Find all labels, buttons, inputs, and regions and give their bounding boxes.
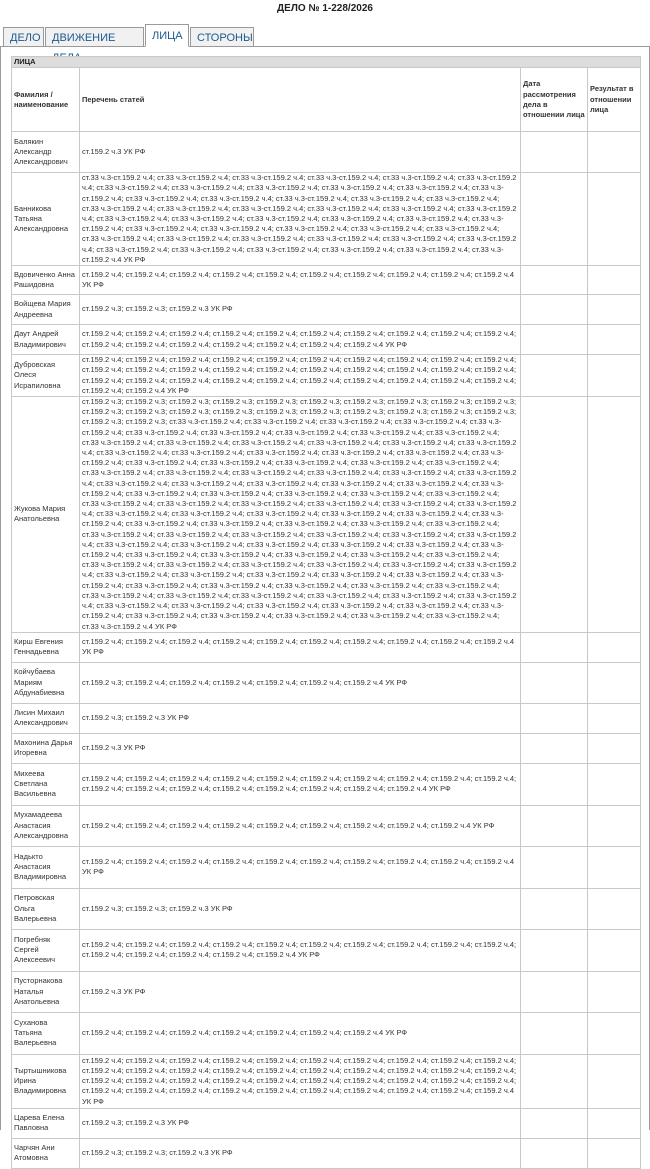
person-name: Банникова Татьяна Александровна: [12, 173, 80, 266]
person-articles: ст.159.2 ч.4; ст.159.2 ч.4; ст.159.2 ч.4; ст.159.2 ч.4; ст.159.2 ч.4; ст.159.2 ч.4; ст.159.2 ч.4; ст.159.2 ч.4; ст.159.2 ч.4; ст.159.2 ч.4; ст.159.2 ч.4; ст.159.2 ч.4; ст.159.2 ч.4; ст.159.2 ч.4; ст.159.2 ч.4 УК РФ: [80, 929, 521, 971]
person-articles: ст.159.2 ч.4; ст.159.2 ч.4; ст.159.2 ч.4; ст.159.2 ч.4; ст.159.2 ч.4; ст.159.2 ч.4; ст.159.2 ч.4; ст.159.2 ч.4; ст.159.2 ч.4; ст.159.2 ч.4 УК РФ: [80, 846, 521, 888]
person-result: [588, 397, 641, 633]
person-row: [12, 1054, 641, 1108]
person-name: Балякин Александр Александрович: [12, 132, 80, 173]
person-name: Лисин Михаил Александрович: [12, 703, 80, 733]
column-header-name: Фамилия / наименование: [12, 68, 80, 132]
person-result: [588, 1054, 641, 1108]
person-name: Махонина Дарья Игоревна: [12, 733, 80, 763]
person-name: Чарчян Ани Атомовна: [12, 1138, 80, 1168]
case-title: ДЕЛО № 1-228/2026: [277, 3, 373, 14]
person-row: [12, 173, 641, 266]
person-name: Пусторнакова Наталья Анатольевна: [12, 971, 80, 1012]
person-result: [588, 733, 641, 763]
person-row: [12, 846, 641, 888]
person-articles: ст.159.2 ч.3 УК РФ: [80, 132, 521, 173]
person-name: Суханова Татьяна Валерьевна: [12, 1012, 80, 1054]
person-result: [588, 846, 641, 888]
person-review-date: [521, 1054, 588, 1108]
person-row: [12, 763, 641, 805]
person-review-date: [521, 295, 588, 325]
person-row: [12, 397, 641, 633]
person-row: [12, 325, 641, 355]
person-review-date: [521, 929, 588, 971]
person-row: [12, 355, 641, 397]
person-articles: ст.159.2 ч.4; ст.159.2 ч.4; ст.159.2 ч.4; ст.159.2 ч.4; ст.159.2 ч.4; ст.159.2 ч.4; ст.159.2 ч.4; ст.159.2 ч.4; ст.159.2 ч.4; ст.159.2 ч.4; ст.159.2 ч.4; ст.159.2 ч.4; ст.159.2 ч.4; ст.159.2 ч.4; ст.159.2 ч.4; ст.159.2 ч.4; ст.159.2 ч.4; ст.159.2 ч.4 УК РФ: [80, 763, 521, 805]
person-review-date: [521, 1108, 588, 1138]
person-articles: ст.159.2 ч.3 УК РФ: [80, 971, 521, 1012]
person-review-date: [521, 632, 588, 662]
person-result: [588, 763, 641, 805]
persons-panel: [0, 47, 650, 1163]
person-review-date: [521, 805, 588, 846]
person-articles: ст.159.2 ч.4; ст.159.2 ч.4; ст.159.2 ч.4; ст.159.2 ч.4; ст.159.2 ч.4; ст.159.2 ч.4; ст.159.2 ч.4; ст.159.2 ч.4; ст.159.2 ч.4; ст.159.2 ч.4 УК РФ: [80, 632, 521, 662]
tab-persons[interactable]: ЛИЦА: [145, 24, 189, 47]
person-articles: ст.33 ч.3-ст.159.2 ч.4; ст.33 ч.3-ст.159.2 ч.4; ст.33 ч.3-ст.159.2 ч.4; ст.33 ч.3-ст.159.2 ч.4; ст.33 ч.3-ст.159.2 ч.4; ст.33 ч.3-ст.159.2 ч.4; ст.33 ч.3-ст.159.2 ч.4; ст.33 ч.3-ст.159.2 ч.4; ст.33 ч.3-ст.159.2 ч.4; ст.33 ч.3-ст.159.2 ч.4; ст.33 ч.3-ст.159.2 ч.4; ст.33 ч.3-ст.159.2 ч.4; ст.33 ч.3-ст.159.2 ч.4; ст.33 ч.3-ст.159.2 ч.4; ст.33 ч.3-ст.159.2 ч.4; ст.33 ч.3-ст.159.2 ч.4; ст.33 ч.3-ст.159.2 ч.4; ст.33 ч.3-ст.159.2 ч.4; ст.33 ч.3-ст.159.2 ч.4; ст.33 ч.3-ст.159.2 ч.4; ст.33 ч.3-ст.159.2 ч.4; ст.33 ч.3-ст.159.2 ч.4; ст.33 ч.3-ст.159.2 ч.4; ст.33 ч.3-ст.159.2 ч.4; ст.33 ч.3-ст.159.2 ч.4; ст.33 ч.3-ст.159.2 ч.4; ст.33 ч.3-ст.159.2 ч.4; ст.33 ч.3-ст.159.2 ч.4; ст.33 ч.3-ст.159.2 ч.4; ст.33 ч.3-ст.159.2 ч.4; ст.33 ч.3-ст.159.2 ч.4; ст.33 ч.3-ст.159.2 ч.4; ст.33 ч.3-ст.159.2 ч.4; ст.33 ч.3-ст.159.2 ч.4; ст.33 ч.3-ст.159.2 ч.4; ст.33 ч.3-ст.159.2 ч.4; ст.33 ч.3-ст.159.2 ч.4; ст.33 ч.3-ст.159.2 ч.4; ст.33 ч.3-ст.159.2 ч.4; ст.33 ч.3-ст.159.2 ч.4; ст.33 ч.3-ст.159.2 ч.4; ст.33 ч.3-ст.159.2 ч.4; ст.33 ч.3-ст.159.2 ч.4; ст.33 ч.3-ст.159.2 ч.4; ст.33 ч.3-ст.159.2 ч.4; ст.33 ч.3-ст.159.2 ч.4 УК РФ: [80, 173, 521, 266]
person-row: [12, 266, 641, 295]
person-review-date: [521, 266, 588, 295]
person-articles: ст.159.2 ч.3; ст.159.2 ч.3 УК РФ: [80, 703, 521, 733]
person-row: [12, 632, 641, 662]
person-result: [588, 971, 641, 1012]
person-row: [12, 805, 641, 846]
person-result: [588, 132, 641, 173]
persons-table: [11, 56, 641, 1169]
person-review-date: [521, 132, 588, 173]
person-row: [12, 929, 641, 971]
person-name: Вдовиченко Анна Рашидовна: [12, 266, 80, 295]
person-result: [588, 1012, 641, 1054]
person-articles: ст.159.2 ч.3; ст.159.2 ч.4; ст.159.2 ч.4; ст.159.2 ч.4; ст.159.2 ч.4; ст.159.2 ч.4; ст.159.2 ч.4 УК РФ: [80, 662, 521, 703]
person-articles: ст.159.2 ч.3; ст.159.2 ч.3; ст.159.2 ч.3 УК РФ: [80, 1138, 521, 1168]
person-row: [12, 888, 641, 929]
person-row: [12, 295, 641, 325]
person-name: Войщева Мария Андреевна: [12, 295, 80, 325]
person-result: [588, 632, 641, 662]
person-name: Койчубаева Мариям Абдунабиевна: [12, 662, 80, 703]
person-review-date: [521, 173, 588, 266]
person-row: [12, 1108, 641, 1138]
person-articles: ст.159.2 ч.4; ст.159.2 ч.4; ст.159.2 ч.4; ст.159.2 ч.4; ст.159.2 ч.4; ст.159.2 ч.4; ст.159.2 ч.4; ст.159.2 ч.4; ст.159.2 ч.4; ст.159.2 ч.4; ст.159.2 ч.4; ст.159.2 ч.4; ст.159.2 ч.4; ст.159.2 ч.4; ст.159.2 ч.4; ст.159.2 ч.4; ст.159.2 ч.4; ст.159.2 ч.4; ст.159.2 ч.4; ст.159.2 ч.4; ст.159.2 ч.4; ст.159.2 ч.4; ст.159.2 ч.4; ст.159.2 ч.4; ст.159.2 ч.4; ст.159.2 ч.4; ст.159.2 ч.4; ст.159.2 ч.4; ст.159.2 ч.4; ст.159.2 ч.4; ст.159.2 ч.4; ст.159.2 ч.4 УК РФ: [80, 355, 521, 397]
person-review-date: [521, 1138, 588, 1168]
person-review-date: [521, 1012, 588, 1054]
person-name: Царева Елена Павловна: [12, 1108, 80, 1138]
person-name: Тыртышникова Ирина Владимировна: [12, 1054, 80, 1108]
person-result: [588, 805, 641, 846]
person-result: [588, 266, 641, 295]
person-review-date: [521, 971, 588, 1012]
person-row: [12, 1138, 641, 1168]
person-review-date: [521, 703, 588, 733]
person-articles: ст.159.2 ч.4; ст.159.2 ч.4; ст.159.2 ч.4; ст.159.2 ч.4; ст.159.2 ч.4; ст.159.2 ч.4; ст.159.2 ч.4; ст.159.2 ч.4; ст.159.2 ч.4; ст.159.2 ч.4 УК РФ: [80, 266, 521, 295]
person-row: [12, 971, 641, 1012]
person-articles: ст.159.2 ч.4; ст.159.2 ч.4; ст.159.2 ч.4; ст.159.2 ч.4; ст.159.2 ч.4; ст.159.2 ч.4; ст.159.2 ч.4; ст.159.2 ч.4; ст.159.2 ч.4; ст.159.2 ч.4; ст.159.2 ч.4; ст.159.2 ч.4; ст.159.2 ч.4; ст.159.2 ч.4; ст.159.2 ч.4; ст.159.2 ч.4; ст.159.2 ч.4; ст.159.2 ч.4; ст.159.2 ч.4; ст.159.2 ч.4; ст.159.2 ч.4; ст.159.2 ч.4; ст.159.2 ч.4; ст.159.2 ч.4; ст.159.2 ч.4; ст.159.2 ч.4; ст.159.2 ч.4; ст.159.2 ч.4; ст.159.2 ч.4; ст.159.2 ч.4; ст.159.2 ч.4; ст.159.2 ч.4; ст.159.2 ч.4; ст.159.2 ч.4; ст.159.2 ч.4; ст.159.2 ч.4; ст.159.2 ч.4; ст.159.2 ч.4; ст.159.2 ч.4; ст.159.2 ч.4 УК РФ: [80, 1054, 521, 1108]
person-result: [588, 929, 641, 971]
person-review-date: [521, 763, 588, 805]
person-articles: ст.159.2 ч.4; ст.159.2 ч.4; ст.159.2 ч.4; ст.159.2 ч.4; ст.159.2 ч.4; ст.159.2 ч.4; ст.159.2 ч.4; ст.159.2 ч.4; ст.159.2 ч.4; ст.159.2 ч.4; ст.159.2 ч.4; ст.159.2 ч.4; ст.159.2 ч.4; ст.159.2 ч.4; ст.159.2 ч.4; ст.159.2 ч.4; ст.159.2 ч.4 УК РФ: [80, 325, 521, 355]
person-name: Дубровская Олеся Исрапиловна: [12, 355, 80, 397]
person-result: [588, 662, 641, 703]
person-review-date: [521, 397, 588, 633]
person-result: [588, 888, 641, 929]
person-result: [588, 1108, 641, 1138]
person-articles: ст.159.2 ч.3; ст.159.2 ч.3 УК РФ: [80, 1108, 521, 1138]
person-name: Надькто Анастасия Владимировна: [12, 846, 80, 888]
tab-case-movement[interactable]: ДВИЖЕНИЕ: [45, 27, 144, 47]
person-articles: ст.159.2 ч.4; ст.159.2 ч.4; ст.159.2 ч.4; ст.159.2 ч.4; ст.159.2 ч.4; ст.159.2 ч.4; ст.159.2 ч.4; ст.159.2 ч.4; ст.159.2 ч.4 УК РФ: [80, 805, 521, 846]
person-articles: ст.159.2 ч.3; ст.159.2 ч.3; ст.159.2 ч.3 УК РФ: [80, 888, 521, 929]
person-result: [588, 355, 641, 397]
column-header-date: Дата рассмотрения дела в отношении лица: [521, 68, 588, 132]
column-header-result: Результат в отношении лица: [588, 68, 641, 132]
person-review-date: [521, 733, 588, 763]
person-result: [588, 1138, 641, 1168]
person-articles: ст.159.2 ч.3 УК РФ: [80, 733, 521, 763]
person-name: Даут Андрей Владимирович: [12, 325, 80, 355]
person-name: Мухамадеева Анастасия Александровна: [12, 805, 80, 846]
person-row: [12, 662, 641, 703]
person-result: [588, 173, 641, 266]
person-name: Кирш Евгения Геннадьевна: [12, 632, 80, 662]
person-name: Погребняк Сергей Алексеевич: [12, 929, 80, 971]
person-row: [12, 1012, 641, 1054]
person-row: [12, 703, 641, 733]
person-name: Жукова Мария Анатольевна: [12, 397, 80, 633]
person-articles: ст.159.2 ч.3; ст.159.2 ч.3; ст.159.2 ч.3; ст.159.2 ч.3; ст.159.2 ч.3; ст.159.2 ч.3; ст.159.2 ч.3; ст.159.2 ч.3; ст.159.2 ч.3; ст.159.2 ч.3; ст.159.2 ч.3; ст.159.2 ч.3; ст.159.2 ч.3; ст.159.2 ч.3; ст.159.2 ч.3; ст.159.2 ч.3; ст.159.2 ч.3; ст.159.2 ч.3; ст.159.2 ч.3; ст.159.2 ч.3; ст.159.2 ч.3; ст.159.2 ч.3; ст.33 ч.3-ст.159.2 ч.4; ст.33 ч.3-ст.159.2 ч.4; ст.33 ч.3-ст.159.2 ч.4; ст.33 ч.3-ст.159.2 ч.4; ст.33 ч.3-ст.159.2 ч.4; ст.33 ч.3-ст.159.2 ч.4; ст.33 ч.3-ст.159.2 ч.4; ст.33 ч.3-ст.159.2 ч.4; ст.33 ч.3-ст.159.2 ч.4; ст.33 ч.3-ст.159.2 ч.4; ст.33 ч.3-ст.159.2 ч.4; ст.33 ч.3-ст.159.2 ч.4; ст.33 ч.3-ст.159.2 ч.4; ст.33 ч.3-ст.159.2 ч.4; ст.33 ч.3-ст.159.2 ч.4; ст.33 ч.3-ст.159.2 ч.4; ст.33 ч.3-ст.159.2 ч.4; ст.33 ч.3-ст.159.2 ч.4; ст.33 ч.3-ст.159.2 ч.4; ст.33 ч.3-ст.159.2 ч.4; ст.33 ч.3-ст.159.2 ч.4; ст.33 ч.3-ст.159.2 ч.4; ст.33 ч.3-ст.159.2 ч.4; ст.33 ч.3-ст.159.2 ч.4; ст.33 ч.3-ст.159.2 ч.4; ст.33 ч.3-ст.159.2 ч.4; ст.33 ч.3-ст.159.2 ч.4; ст.33 ч.3-ст.159.2 ч.4; ст.33 ч.3-ст.159.2 ч.4; ст.33 ч.3-ст.159.2 ч.4; ст.33 ч.3-ст.159.2 ч.4; ст.33 ч.3-ст.159.2 ч.4; ст.33 ч.3-ст.159.2 ч.4; ст.33 ч.3-ст.159.2 ч.4; ст.33 ч.3-ст.159.2 ч.4; ст.33 ч.3-ст.159.2 ч.4; ст.33 ч.3-ст.159.2 ч.4; ст.33 ч.3-ст.159.2 ч.4; ст.33 ч.3-ст.159.2 ч.4; ст.33 ч.3-ст.159.2 ч.4; ст.33 ч.3-ст.159.2 ч.4; ст.33 ч.3-ст.159.2 ч.4; ст.33 ч.3-ст.159.2 ч.4; ст.33 ч.3-ст.159.2 ч.4; ст.33 ч.3-ст.159.2 ч.4; ст.33 ч.3-ст.159.2 ч.4; ст.33 ч.3-ст.159.2 ч.4; ст.33 ч.3-ст.159.2 ч.4; ст.33 ч.3-ст.159.2 ч.4; ст.33 ч.3-ст.159.2 ч.4; ст.33 ч.3-ст.159.2 ч.4; ст.33 ч.3-ст.159.2 ч.4; ст.33 ч.3-ст.159.2 ч.4; ст.33 ч.3-ст.159.2 ч.4; ст.33 ч.3-ст.159.2 ч.4; ст.33 ч.3-ст.159.2 ч.4; ст.33 ч.3-ст.159.2 ч.4; ст.33 ч.3-ст.159.2 ч.4; ст.33 ч.3-ст.159.2 ч.4; ст.33 ч.3-ст.159.2 ч.4; ст.33 ч.3-ст.159.2 ч.4; ст.33 ч.3-ст.159.2 ч.4; ст.33 ч.3-ст.159.2 ч.4; ст.33 ч.3-ст.159.2 ч.4; ст.33 ч.3-ст.159.2 ч.4; ст.33 ч.3-ст.159.2 ч.4; ст.33 ч.3-ст.159.2 ч.4; ст.33 ч.3-ст.159.2 ч.4; ст.33 ч.3-ст.159.2 ч.4; ст.33 ч.3-ст.159.2 ч.4; ст.33 ч.3-ст.159.2 ч.4; ст.33 ч.3-ст.159.2 ч.4; ст.33 ч.3-ст.159.2 ч.4; ст.33 ч.3-ст.159.2 ч.4; ст.33 ч.3-ст.159.2 ч.4; ст.33 ч.3-ст.159.2 ч.4; ст.33 ч.3-ст.159.2 ч.4; ст.33 ч.3-ст.159.2 ч.4; ст.33 ч.3-ст.159.2 ч.4; ст.33 ч.3-ст.159.2 ч.4; ст.33 ч.3-ст.159.2 ч.4; ст.33 ч.3-ст.159.2 ч.4; ст.33 ч.3-ст.159.2 ч.4; ст.33 ч.3-ст.159.2 ч.4; ст.33 ч.3-ст.159.2 ч.4; ст.33 ч.3-ст.159.2 ч.4; ст.33 ч.3-ст.159.2 ч.4; ст.33 ч.3-ст.159.2 ч.4; ст.33 ч.3-ст.159.2 ч.4; ст.33 ч.3-ст.159.2 ч.4; ст.33 ч.3-ст.159.2 ч.4; ст.33 ч.3-ст.159.2 ч.4; ст.33 ч.3-ст.159.2 ч.4; ст.33 ч.3-ст.159.2 ч.4; ст.33 ч.3-ст.159.2 ч.4; ст.33 ч.3-ст.159.2 ч.4; ст.33 ч.3-ст.159.2 ч.4; ст.33 ч.3-ст.159.2 ч.4; ст.33 ч.3-ст.159.2 ч.4; ст.33 ч.3-ст.159.2 ч.4; ст.33 ч.3-ст.159.2 ч.4; ст.33 ч.3-ст.159.2 ч.4; ст.33 ч.3-ст.159.2 ч.4; ст.33 ч.3-ст.159.2 ч.4; ст.33 ч.3-ст.159.2 ч.4; ст.33 ч.3-ст.159.2 ч.4; ст.33 ч.3-ст.159.2 ч.4; ст.33 ч.3-ст.159.2 ч.4; ст.33 ч.3-ст.159.2 ч.4; ст.33 ч.3-ст.159.2 ч.4; ст.33 ч.3-ст.159.2 ч.4; ст.33 ч.3-ст.159.2 ч.4; ст.33 ч.3-ст.159.2 ч.4 УК РФ: [80, 397, 521, 633]
person-articles: ст.159.2 ч.4; ст.159.2 ч.4; ст.159.2 ч.4; ст.159.2 ч.4; ст.159.2 ч.4; ст.159.2 ч.4; ст.159.2 ч.4 УК РФ: [80, 1012, 521, 1054]
person-review-date: [521, 325, 588, 355]
person-result: [588, 325, 641, 355]
tab-parties[interactable]: СТОРОНЫ: [190, 27, 254, 47]
tab-case[interactable]: ДЕЛО: [3, 27, 44, 47]
person-review-date: [521, 662, 588, 703]
person-name: Михеева Светлана Васильевна: [12, 763, 80, 805]
person-row: [12, 132, 641, 173]
person-result: [588, 295, 641, 325]
person-articles: ст.159.2 ч.3; ст.159.2 ч.3; ст.159.2 ч.3 УК РФ: [80, 295, 521, 325]
person-name: Петровская Ольга Валерьевна: [12, 888, 80, 929]
person-result: [588, 703, 641, 733]
section-header-row: [12, 57, 641, 68]
tab-bar: [0, 20, 650, 47]
column-header-row: [12, 68, 641, 132]
column-header-articles: Перечень статей: [80, 68, 521, 132]
person-review-date: [521, 888, 588, 929]
section-title: ЛИЦА: [12, 57, 641, 68]
person-review-date: [521, 846, 588, 888]
person-review-date: [521, 355, 588, 397]
person-row: [12, 733, 641, 763]
